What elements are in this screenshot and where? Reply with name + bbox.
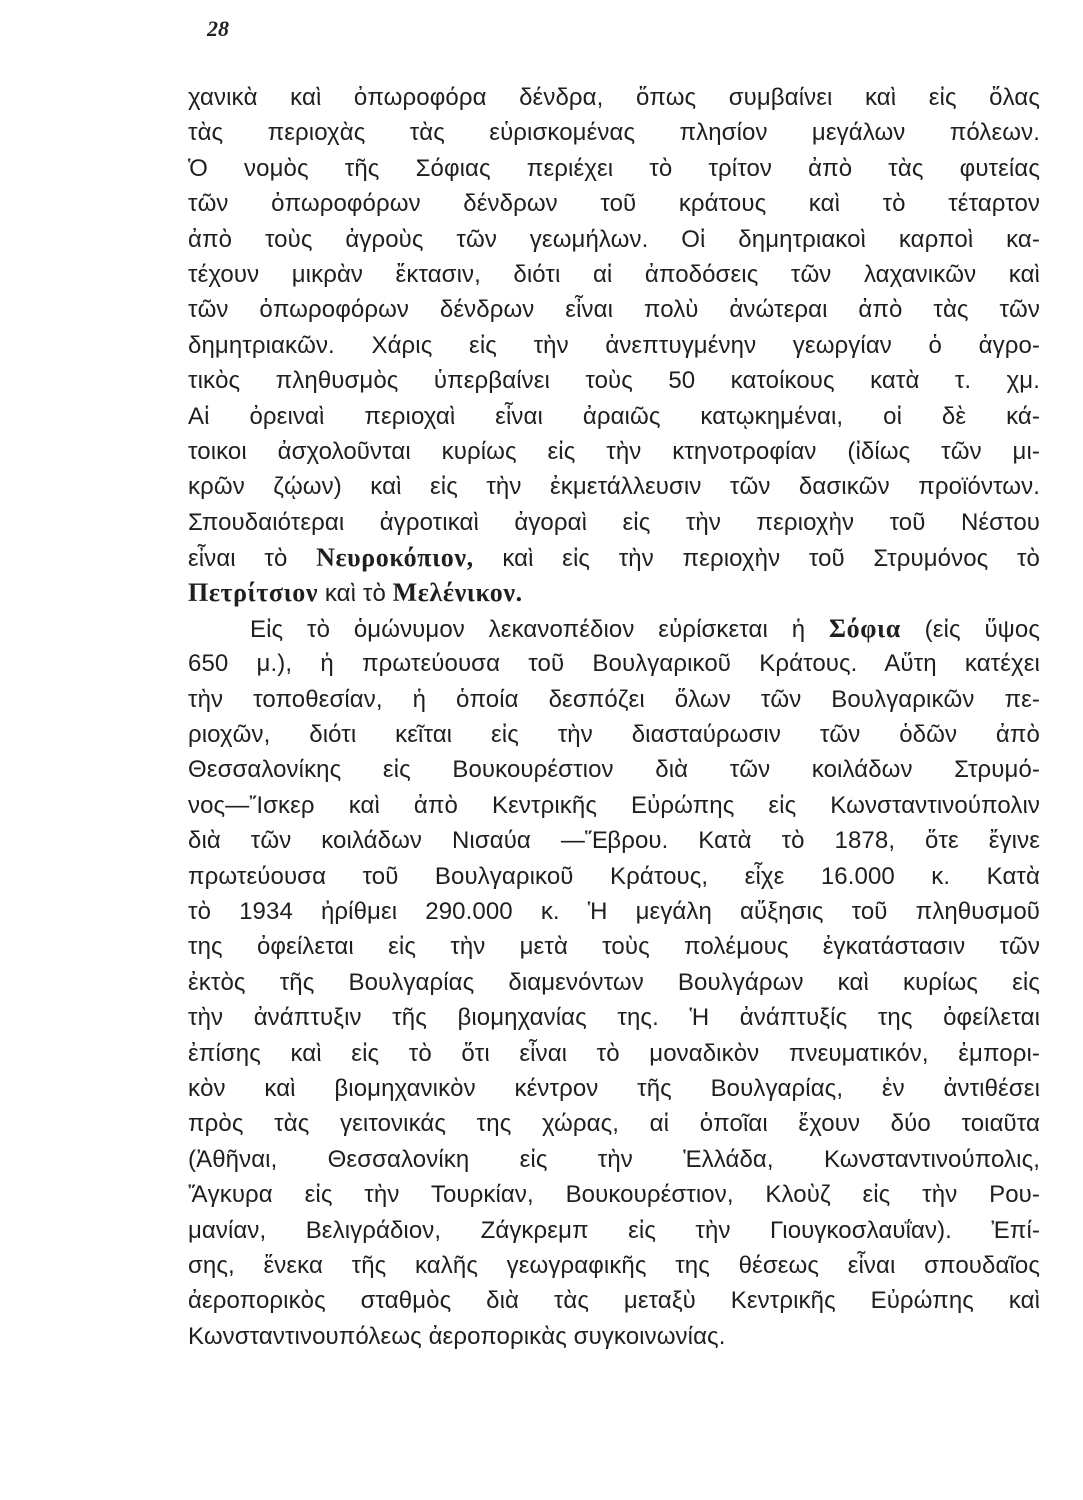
text-line: 650 μ.), ἡ πρωτεύουσα τοῦ Βουλγαρικοῦ Κράτους. Αὕτη κατέχει — [188, 650, 1040, 678]
text-line — [188, 575, 1040, 610]
text-line: Αἱ ὀρειναὶ περιοχαὶ εἶναι ἀραιῶς κατῳκημέναι, οἱ δὲ κά- — [188, 402, 1040, 430]
text-line: Ἄγκυρα εἰς τὴν Τουρκίαν, Βουκουρέστιον, Κλοὺζ εἰς τὴν Ρου- — [188, 1181, 1040, 1209]
text-line: τῶν ὀπωροφόρων δένδρων τοῦ κράτους καὶ τὸ τέταρτον — [188, 190, 1040, 218]
text-line: σης, ἕνεκα τῆς καλῆς γεωγραφικῆς της θέσεως εἶναι σπουδαῖος — [188, 1251, 1040, 1279]
text-line: τὴν τοποθεσίαν, ἡ ὁποία δεσπόζει ὅλων τῶν Βουλγαρικῶν πε- — [188, 685, 1040, 713]
text-line: της ὀφείλεται εἰς τὴν μετὰ τοὺς πολέμους ἐγκατάστασιν τῶν — [188, 933, 1040, 961]
text-line: τοικοι ἀσχολοῦνται κυρίως εἰς τὴν κτηνοτροφίαν (ἰδίως τῶν μι- — [188, 437, 1040, 465]
text-line: τέχουν μικρὰν ἔκτασιν, διότι αἱ ἀποδόσεις τῶν λαχανικῶν καὶ — [188, 260, 1040, 288]
text-line: ἐπίσης καὶ εἰς τὸ ὅτι εἶναι τὸ μοναδικὸν πνευματικόν, ἐμπορι- — [188, 1039, 1040, 1067]
text-line: ἀεροπορικὸς σταθμὸς διὰ τὰς μεταξὺ Κεντρικῆς Εὐρώπης καὶ — [188, 1287, 1040, 1315]
text-line: ἐκτὸς τῆς Βουλγαρίας διαμενόντων Βουλγάρων καὶ κυρίως εἰς — [188, 968, 1040, 996]
line-text: εἶναι τὸ — [188, 545, 317, 573]
text-line: νος—Ἴσκερ καὶ ἀπὸ Κεντρικῆς Εὐρώπης εἰς Κωνσταντινούπολιν — [188, 791, 1040, 819]
text-line: Ὁ νομὸς τῆς Σόφιας περιέχει τὸ τρίτον ἀπὸ τὰς φυτείας — [188, 154, 1040, 182]
text-line: διὰ τῶν κοιλάδων Νισαύα —Ἕβρου. Κατὰ τὸ 1878, ὅτε ἔγινε — [188, 827, 1040, 855]
text-line: χανικὰ καὶ ὀπωροφόρα δένδρα, ὅπως συμβαίνει καὶ εἰς ὅλας — [188, 84, 1040, 111]
place-name-melenikon: Μελένικον. — [392, 578, 523, 608]
text-line: πρωτεύουσα τοῦ Βουλγαρικοῦ Κράτους, εἶχε 16.000 κ. Κατὰ — [188, 862, 1040, 890]
text-line: Σπουδαιότεραι ἀγροτικαὶ ἀγοραὶ εἰς τὴν περιοχὴν τοῦ Νέστου — [188, 508, 1040, 536]
text-line — [188, 611, 1040, 646]
text-line: τῶν ὀπωροφόρων δένδρων εἶναι πολὺ ἀνώτεραι ἀπὸ τὰς τῶν — [188, 296, 1040, 324]
text-line: τὸ 1934 ἠρίθμει 290.000 κ. Ἡ μεγάλη αὔξησις τοῦ πληθυσμοῦ — [188, 897, 1040, 925]
place-name-nevrokopion: Νευροκόπιον, — [316, 543, 474, 573]
place-name-sofia: Σόφια — [829, 613, 901, 643]
body-text — [188, 80, 1040, 1354]
page-number: 28 — [207, 16, 229, 41]
line-text: (εἰς ὕψος — [900, 615, 1040, 643]
text-line: τὰς περιοχὰς τὰς εὑρισκομένας πλησίον μεγάλων πόλεων. — [188, 119, 1040, 147]
line-text: καὶ εἰς τὴν περιοχὴν τοῦ Στρυμόνος τὸ — [473, 545, 1040, 573]
text-line: τικὸς πληθυσμὸς ὑπερβαίνει τοὺς 50 κατοίκους κατὰ τ. χμ. — [188, 367, 1040, 395]
text-line: δημητριακῶν. Χάρις εἰς τὴν ἀνεπτυγμένην γεωργίαν ὁ ἀγρο- — [188, 331, 1040, 359]
text-line: μανίαν, Βελιγράδιον, Ζάγκρεμπ εἰς τὴν Γιουγκοσλαυΐαν). Ἐπί- — [188, 1216, 1040, 1244]
text-line: Κωνσταντινουπόλεως ἀεροπορικὰς συγκοινωνίας. — [188, 1322, 726, 1350]
text-line: πρὸς τὰς γειτονικάς της χώρας, αἱ ὁποῖαι ἔχουν δύο τοιαῦτα — [188, 1110, 1040, 1138]
text-line: κὸν καὶ βιομηχανικὸν κέντρον τῆς Βουλγαρίας, ἐν ἀντιθέσει — [188, 1074, 1040, 1102]
text-line: (Ἀθῆναι, Θεσσαλονίκη εἰς τὴν Ἑλλάδα, Κωνσταντινούπολις, — [188, 1145, 1040, 1173]
line-text: Εἰς τὸ ὁμώνυμον λεκανοπέδιον εὑρίσκεται ἡ — [250, 615, 830, 643]
text-line: τὴν ἀνάπτυξιν τῆς βιομηχανίας της. Ἡ ἀνάπτυξίς της ὀφείλεται — [188, 1004, 1040, 1032]
text-line — [188, 540, 1040, 575]
text-line: ἀπὸ τοὺς ἀγροὺς τῶν γεωμήλων. Οἱ δημητριακοὶ καρποὶ κα- — [188, 225, 1040, 253]
line-text: καὶ τὸ — [318, 580, 393, 608]
text-line: κρῶν ζῴων) καὶ εἰς τὴν ἐκμετάλλευσιν τῶν δασικῶν προϊόντων. — [188, 473, 1040, 501]
text-line: Θεσσαλονίκης εἰς Βουκουρέστιον διὰ τῶν κοιλάδων Στρυμό- — [188, 756, 1040, 784]
text-line: ριοχῶν, διότι κεῖται εἰς τὴν διασταύρωσιν τῶν ὁδῶν ἀπὸ — [188, 721, 1040, 749]
place-name-petritsion: Πετρίτσιον — [188, 578, 319, 608]
